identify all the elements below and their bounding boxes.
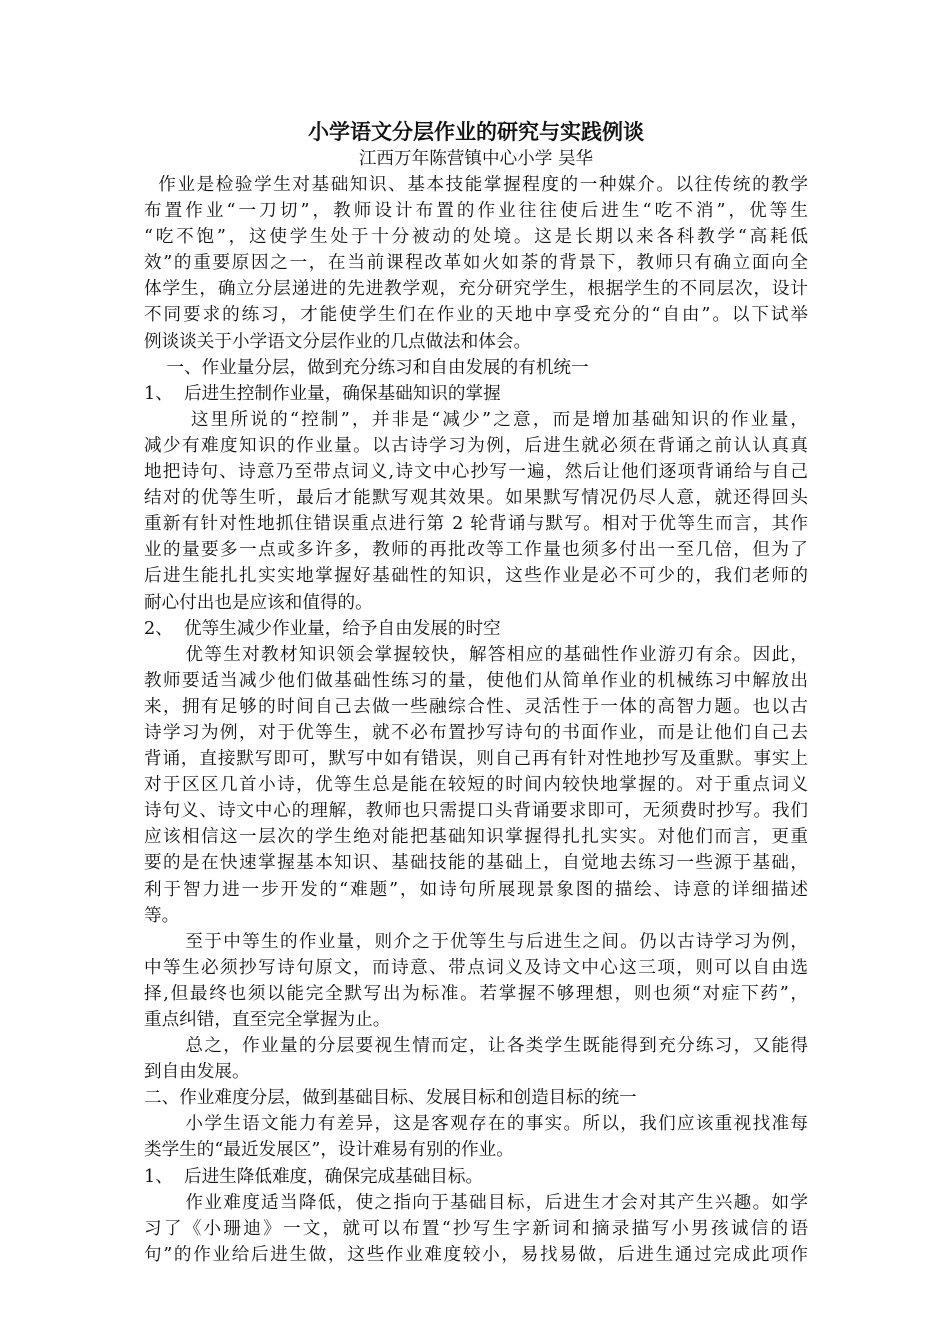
body-line: 体学生，确立分层递进的先进教学观，充分研究学生，根据学生的不同层次，设计	[144, 279, 808, 300]
body-line: 优等生对教材知识领会掌握较快，解答相应的基础性作业游刃有余。因此，	[144, 644, 808, 665]
body-line: 至于中等生的作业量，则介之于优等生与后进生之间。仍以古诗学习为例，	[144, 931, 808, 952]
body-line: 作业是检验学生对基础知识、基本技能掌握程度的一种媒介。以往传统的教学	[144, 175, 808, 195]
body-line: 2、 优等生减少作业量，给予自由发展的时空	[144, 618, 501, 639]
body-line: 类学生的“最近发展区”，设计难易有别的作业。	[144, 1140, 514, 1161]
body-line: 二、作业难度分层，做到基础目标、发展目标和创造目标的统一	[144, 1088, 637, 1109]
body-line: 耐心付出也是应该和值得的。	[144, 592, 373, 613]
body-line: 小学生语文能力有差异，这是客观存在的事实。所以，我们应该重视找准每	[144, 1114, 808, 1135]
body-line: 利于智力进一步开发的“难题”，如诗句所展现景象图的描绘、诗意的详细描述	[144, 879, 808, 900]
body-line: 后进生能扎扎实实地掌握好基础性的知识，这些作业是必不可少的，我们老师的	[144, 566, 808, 587]
body-line: 教师要适当减少他们做基础性练习的量，使他们从简单作业的机械练习中解放出	[144, 670, 808, 691]
body-line: 业的量要多一点或多许多，教师的再批改等工作量也须多付出一至几倍，但为了	[144, 540, 808, 561]
body-line: 不同要求的练习，才能使学生们在作业的天地中享受充分的“自由”。以下试举	[144, 305, 808, 326]
body-line: 诗句义、诗文中心的理解，教师也只需提口头背诵要求即可，无须费时抄写。我们	[144, 801, 808, 822]
body-line: 作业难度适当降低，使之指向于基础目标，后进生才会对其产生兴趣。如学	[144, 1192, 808, 1213]
body-line: 习了《小珊迪》一文，就可以布置“抄写生字新词和摘录描写小男孩诚信的语	[144, 1218, 808, 1239]
body-line: 来，拥有足够的时间自己去做一些融综合性、灵活性于一体的高智力题。也以古	[144, 696, 808, 717]
body-line: 地把诗句、诗意乃至带点词义,诗文中心抄写一遍，然后让他们逐项背诵给与自己	[144, 462, 808, 483]
body-line: 这里所说的“控制”，并非是“减少”之意，而是增加基础知识的作业量，	[144, 409, 808, 430]
document-author: 江西万年陈营镇中心小学 吴华	[358, 149, 594, 169]
body-line: “吃不饱”，这使学生处于十分被动的处境。这是长期以来各科教学“高耗低	[144, 227, 808, 248]
body-line: 中等生必须抄写诗句原文，而诗意、带点词义及诗文中心这三项，则可以自由选	[144, 957, 808, 978]
body-line: 择,但最终也须以能完全默写出为标准。若掌握不够理想，则也须“对症下药”，	[144, 983, 808, 1004]
body-line: 重新有针对性地抓住错误重点进行第 2 轮背诵与默写。相对于优等生而言，其作	[144, 514, 808, 535]
body-line: 重点纠错，直至完全掌握为止。	[144, 1010, 391, 1030]
document-title: 小学语文分层作业的研究与实践例谈	[308, 120, 644, 144]
body-line: 1、 后进生控制作业量，确保基础知识的掌握	[144, 383, 501, 404]
body-line: 效”的重要原因之一，在当前课程改革如火如荼的背景下，教师只有确立面向全	[144, 253, 808, 274]
body-line: 结对的优等生听，最后才能默写观其效果。如果默写情况仍尽人意，就还得回头	[144, 488, 808, 509]
body-line: 等。	[144, 905, 180, 926]
body-line: 诗学习为例，对于优等生，就不必布置抄写诗句的书面作业，而是让他们自己去	[144, 722, 808, 743]
body-line: 总之，作业量的分层要视生情而定，让各类学生既能得到充分练习，又能得	[144, 1036, 808, 1057]
body-line: 减少有难度知识的作业量。以古诗学习为例，后进生就必须在背诵之前认认真真	[144, 435, 808, 456]
body-line: 布置作业“一刀切”，教师设计布置的作业往往使后进生“吃不消”，优等生	[144, 201, 808, 222]
body-line: 要的是在快速掌握基本知识、基础技能的基础上，自觉地去练习一些源于基础，	[144, 853, 808, 874]
document-body	[144, 172, 808, 1268]
body-line: 到自由发展。	[144, 1062, 250, 1083]
body-line: 背诵，直接默写即可，默写中如有错误，则自己再有针对性地抄写及重默。事实上	[144, 749, 808, 770]
body-line: 例谈谈关于小学语文分层作业的几点做法和体会。	[144, 331, 532, 352]
body-line: 应该相信这一层次的学生绝对能把基础知识掌握得扎扎实实。对他们而言，更重	[144, 827, 808, 848]
document-page	[144, 118, 808, 1268]
body-line: 对于区区几首小诗，优等生总是能在较短的时间内较快地掌握的。对于重点词义	[144, 775, 808, 796]
body-line: 句”的作业给后进生做，这些作业难度较小，易找易做，后进生通过完成此项作	[144, 1244, 808, 1265]
body-line: 1、 后进生降低难度，确保完成基础目标。	[144, 1166, 484, 1187]
body-line: 一、作业量分层，做到充分练习和自由发展的有机统一	[144, 357, 589, 378]
